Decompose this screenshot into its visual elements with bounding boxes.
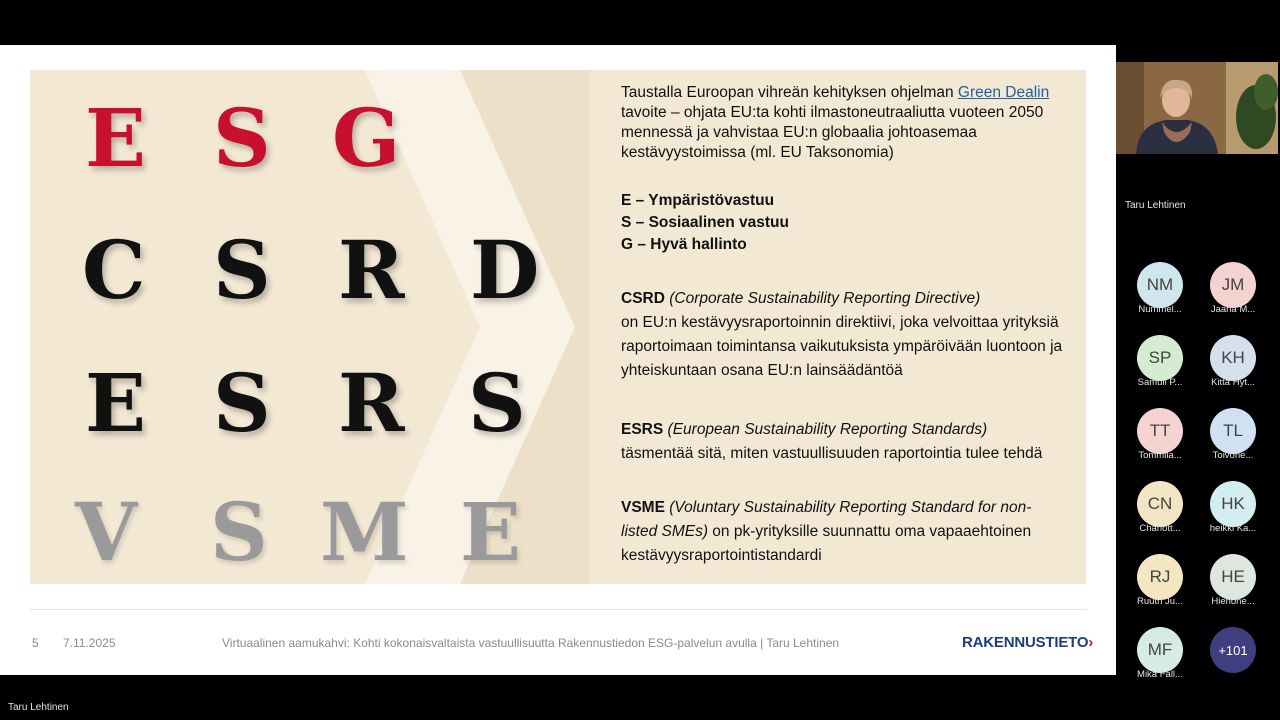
- esg-item-s: S – Sosiaalinen vastuu: [621, 214, 789, 231]
- participant-name: Hienone...: [1211, 596, 1255, 607]
- participant-avatar[interactable]: KH: [1210, 335, 1256, 381]
- letter-s: S: [213, 91, 271, 185]
- participant-name: Nummel...: [1138, 304, 1182, 315]
- presentation-slide: [0, 45, 1116, 675]
- acronym-letter-grid: [30, 70, 590, 584]
- participant-avatar[interactable]: TL: [1210, 408, 1256, 454]
- participant-name: Samuli P...: [1137, 377, 1183, 388]
- esrs-subtitle: (European Sustainability Reporting Standards): [667, 421, 988, 438]
- letter-d: D: [470, 223, 540, 317]
- letter-r: R: [338, 356, 405, 450]
- vsme-body: on pk-yrityksille suunnattu oma vapaaehtoinen kestävyysraportointistandardi: [621, 523, 1032, 564]
- speaker-name-label: Taru Lehtinen: [1125, 200, 1186, 211]
- letter-g: G: [332, 91, 401, 185]
- vsme-title: VSME: [621, 499, 665, 516]
- participant-avatar[interactable]: SP: [1137, 335, 1183, 381]
- letter-s: S: [210, 485, 268, 579]
- letter-r: R: [338, 223, 405, 317]
- letter-c: C: [82, 223, 146, 317]
- esrs-section: [621, 418, 1081, 466]
- participant-name: Mika Fall...: [1137, 669, 1183, 680]
- participant-avatar[interactable]: TT: [1137, 408, 1183, 454]
- participant-name: Charlott...: [1139, 523, 1181, 534]
- esg-item-g: G – Hyvä hallinto: [621, 236, 747, 253]
- letter-e: E: [85, 356, 146, 450]
- participant-avatar[interactable]: RJ: [1137, 554, 1183, 600]
- participant-avatar[interactable]: HE: [1210, 554, 1256, 600]
- esg-list: [621, 190, 1081, 256]
- participant-avatar[interactable]: MF: [1137, 627, 1183, 673]
- intro-paragraph: Taustalla Euroopan vihreän kehityksen ohjelman Green Dealin tavoite – ohjata EU:ta kohti ilmastoneutraaliutta vuoteen 2050 mennessä ja vahvistaa EU:n globaalia johtoasemaa kestävyystoimissa (ml. EU Taksonomia): [621, 84, 1050, 161]
- letter-e: E: [460, 485, 521, 579]
- slide-number: 5: [32, 636, 39, 650]
- csrd-section: [621, 287, 1081, 383]
- slide-date: 7.11.2025: [63, 636, 116, 650]
- participant-avatar[interactable]: HK: [1210, 481, 1256, 527]
- participant-name: Tommila...: [1138, 450, 1182, 461]
- participant-avatar[interactable]: JM: [1210, 262, 1256, 308]
- vsme-section: [621, 496, 1061, 568]
- footer-divider: [30, 609, 1086, 610]
- csrd-subtitle: (Corporate Sustainability Reporting Directive): [669, 290, 981, 307]
- csrd-body: on EU:n kestävyysraportoinnin direktiivi, joka velvoittaa yrityksiä raportoimaan toimintansa vaikutuksista ympäröivään luontoon ja yhteiskuntaan osana EU:n lainsäädäntöä: [621, 314, 1063, 379]
- esrs-body: täsmentää sitä, miten vastuullisuuden raportointia tulee tehdä: [621, 445, 1043, 462]
- participant-name: Toivone...: [1212, 450, 1254, 461]
- active-speaker-label: Taru Lehtinen: [8, 702, 69, 713]
- participant-name: Jaana M...: [1210, 304, 1256, 315]
- participant-avatar[interactable]: NM: [1137, 262, 1183, 308]
- letter-s: S: [213, 356, 271, 450]
- footer-caption: Virtuaalinen aamukahvi: Kohti kokonaisvaltaista vastuullisuutta Rakennustiedon ESG-palvelun avulla | Taru Lehtinen: [222, 636, 840, 650]
- more-participants-button[interactable]: +101: [1210, 627, 1256, 673]
- green-deal-link[interactable]: Green Dealin: [957, 84, 1050, 101]
- letter-m: M: [320, 485, 409, 579]
- letter-v: V: [75, 485, 138, 579]
- rakennustieto-logo: RAKENNUSTIETO›: [962, 634, 1094, 651]
- participant-name: Kitta Hyt...: [1211, 377, 1255, 388]
- participant-name: Ruuth Ju...: [1137, 596, 1183, 607]
- letter-s: S: [468, 356, 526, 450]
- esg-item-e: E – Ympäristövastuu: [621, 192, 775, 209]
- letter-e: E: [85, 91, 146, 185]
- participant-name: heikki Ka...: [1209, 523, 1257, 534]
- speaker-video-icon: [1116, 62, 1278, 154]
- csrd-title: CSRD: [621, 290, 665, 307]
- brand-arrow-icon: ›: [1088, 634, 1094, 651]
- letter-s: S: [213, 223, 271, 317]
- participant-avatar[interactable]: CN: [1137, 481, 1183, 527]
- speaker-video-tile[interactable]: [1116, 62, 1278, 154]
- vsme-subtitle: (Voluntary Sustainability Reporting Standard for non-listed SMEs): [621, 499, 1032, 540]
- esrs-title: ESRS: [621, 421, 664, 438]
